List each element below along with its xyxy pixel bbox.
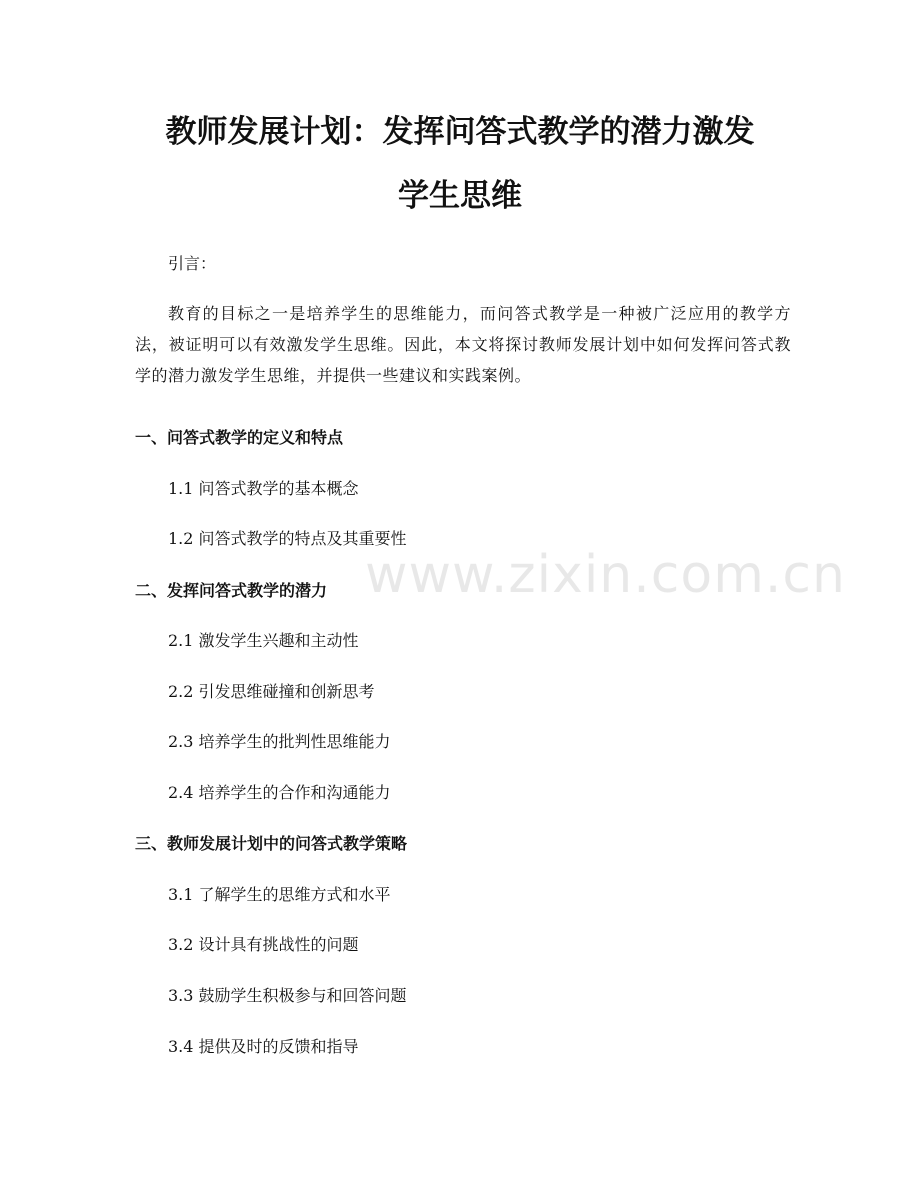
subitem-3-4: 3.4 提供及时的反馈和指导	[168, 1037, 359, 1056]
document-title-line-1: 教师发展计划：发挥问答式教学的潜力激发	[165, 114, 755, 150]
subitem-1-1: 1.1 问答式教学的基本概念	[168, 479, 359, 498]
subitem-2-4: 2.4 培养学生的合作和沟通能力	[168, 783, 391, 802]
subitem-2-3: 2.3 培养学生的批判性思维能力	[168, 732, 391, 751]
subitem-2-2: 2.2 引发思维碰撞和创新思考	[168, 682, 375, 701]
subitem-3-1: 3.1 了解学生的思维方式和水平	[168, 885, 391, 904]
document-title-line-2: 学生思维	[398, 178, 522, 214]
subitem-3-3: 3.3 鼓励学生积极参与和回答问题	[168, 986, 407, 1005]
intro-paragraph: 教育的目标之一是培养学生的思维能力，而问答式教学是一种被广泛应用的教学方法，被证明可以有效激发学生思维。因此，本文将探讨教师发展计划中如何发挥问答式教学的潜力激发学生思维，并提供一些建议和实践案例。	[135, 304, 791, 385]
subitem-3-2: 3.2 设计具有挑战性的问题	[168, 935, 359, 954]
subitem-2-1: 2.1 激发学生兴趣和主动性	[168, 631, 359, 650]
subitem-1-2: 1.2 问答式教学的特点及其重要性	[168, 529, 407, 548]
intro-label: 引言：	[168, 254, 217, 273]
section-heading-1: 一、问答式教学的定义和特点	[135, 428, 344, 447]
watermark: www.zixin.com.cn	[365, 545, 846, 605]
section-heading-2: 二、发挥问答式教学的潜力	[135, 581, 328, 600]
section-heading-3: 三、教师发展计划中的问答式教学策略	[135, 834, 408, 853]
